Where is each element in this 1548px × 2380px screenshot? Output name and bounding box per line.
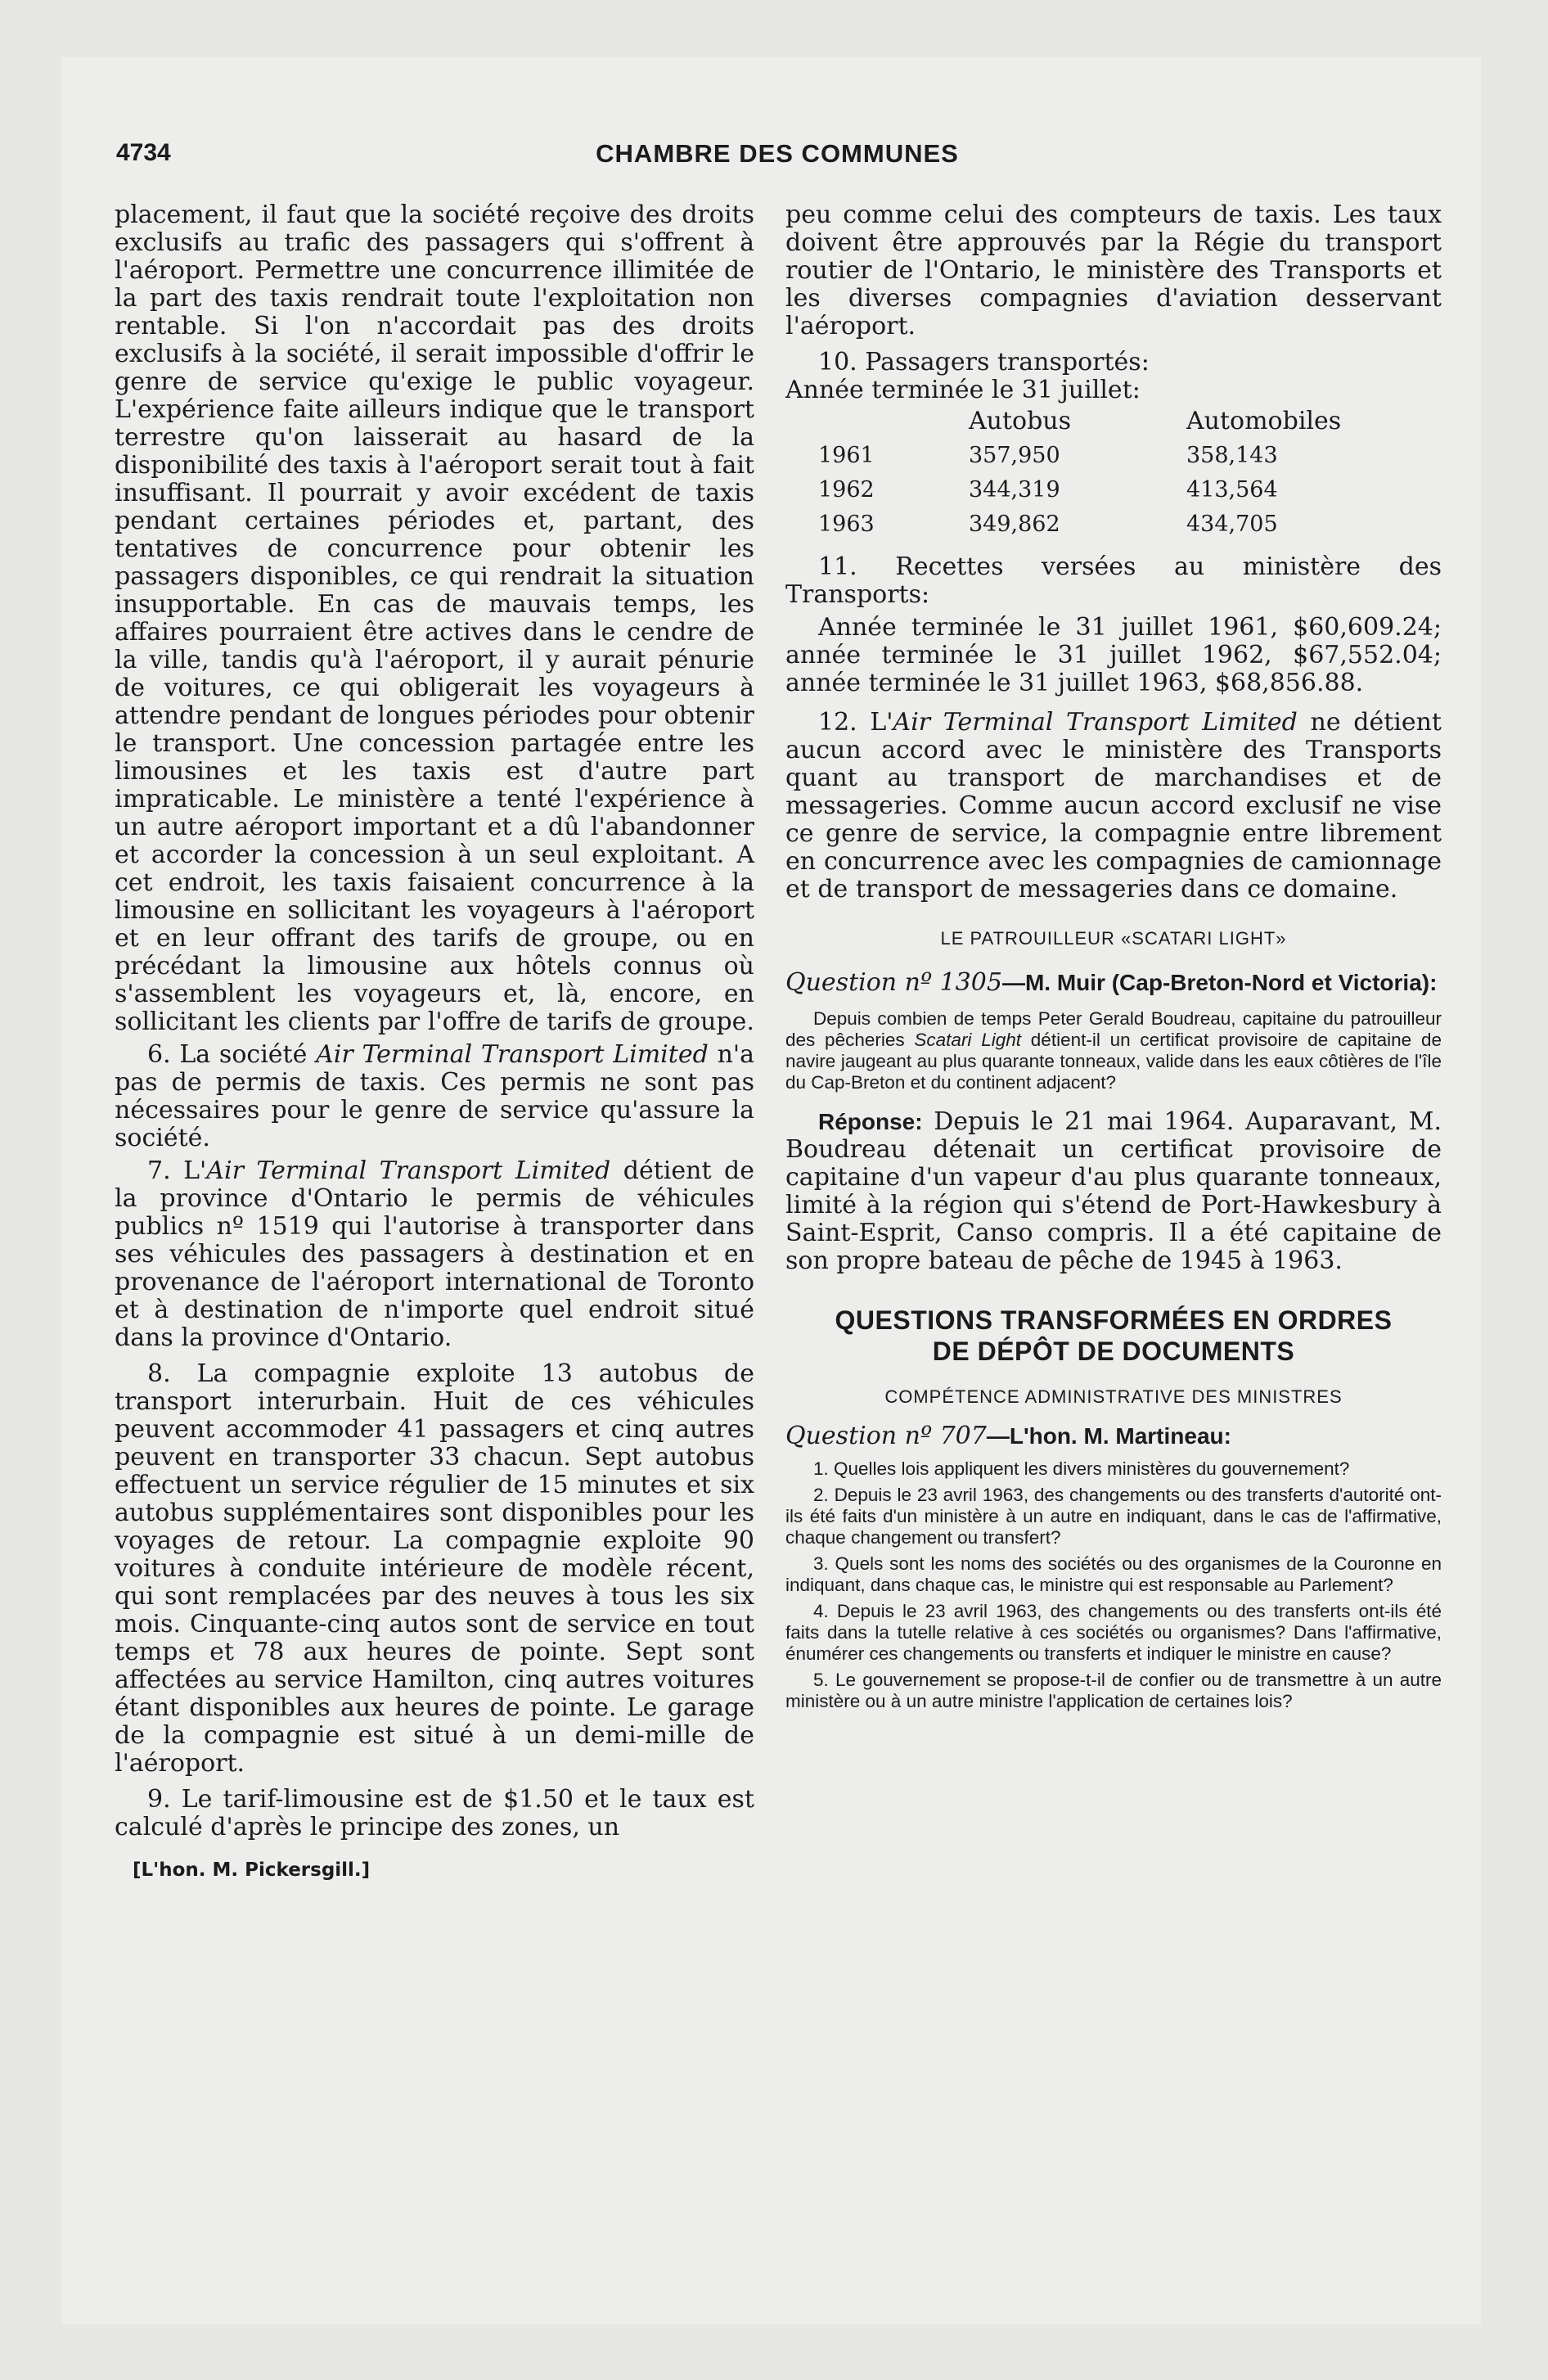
page-header [116,139,1438,175]
paragraph-9: 9. Le tarif-limousine est de $1.50 et le taux est calculé d'après le principe des zones, un [115,1785,754,1841]
paragraph-10-subtitle: Année terminée le 31 juillet: [785,376,1141,404]
vessel-name: Scatari Light [914,1030,1022,1050]
company-name: Air Terminal Transport Limited [316,1040,709,1069]
table-header-row [818,404,1383,439]
passengers-table [818,404,1383,542]
running-footer: [L'hon. M. Pickersgill.] [133,1859,371,1881]
page-title: CHAMBRE DES COMMUNES [596,139,959,168]
company-name: Air Terminal Transport Limited [893,708,1298,737]
section-title-competence: COMPÉTENCE ADMINISTRATIVE DES MINISTRES [884,1386,1343,1407]
question-label: Question nº 1305 [785,968,1002,997]
table-row: 1962 344,319 413,564 [818,477,1278,503]
page-number: 4734 [116,139,171,166]
question-item: 5. Le gouvernement se propose-t-il de confier ou de transmettre à un autre ministère ou à un autre ministre l'application de certaines lois? [785,1670,1442,1711]
company-name: Air Terminal Transport Limited [206,1156,611,1185]
paragraph-8: 8. La compagnie exploite 13 autobus de transport interurbain. Huit de ces véhicules peuvent accommoder 41 passagers et cinq autres peuvent en transporter 33 chacun. Sept autobus effectuent un service régulier de 15 minutes et six autobus supplémentaires sont disponibles pour les voyages de retour. La compagnie exploite 90 voitures à conduite intérieure de modèle récent, qui sont remplacées par des neuves à tous les six mois. Cinquante-cinq autos sont de service en tout temps et 78 aux heures de pointe. Sept sont affectées au service Hamilton, cinq autres voitures étant disponibles aux heures de pointe. Le garage de la compagnie est situé à un demi-mille de l'aéroport. [115,1359,754,1778]
paragraph-7: 7. L'Air Terminal Transport Limited détient de la province d'Ontario le permis de véhicules publics nº 1519 qui l'autorise à transporter dans ses véhicules des passagers à destination et en provenance de l'aéroport international de Toronto et à destination de n'importe quel endroit situé dans la province d'Ontario. [115,1156,754,1352]
question-author: —M. Muir (Cap-Breton-Nord et Victoria): [1001,970,1438,995]
paragraph-11-body: Année terminée le 31 juillet 1961, $60,609.24; année terminée le 31 juillet 1962, $67,552.04; année terminée le 31 juillet 1963, $68,856.88. [785,613,1442,697]
paragraph-6: 6. La société Air Terminal Transport Limited n'a pas de permis de taxis. Ces permis ne sont pas nécessaires pour le genre de service qu'assure la société. [115,1040,755,1152]
question-1305-text: Depuis combien de temps Peter Gerald Boudreau, capitaine du patrouilleur des pêcheries Scatari Light détient-il un certificat provisoire de capitaine de navire jaugeant au plus quarante tonneaux, valide dans les eaux côtières de l'île du Cap-Breton et du continent adjacent? [785,1008,1442,1093]
paragraph-11-title: 11. Recettes versées au ministère des Transports: [785,552,1442,609]
section-heading-questions: QUESTIONS TRANSFORMÉES EN ORDRES DE DÉPÔT DE DOCUMENTS [835,1305,1393,1366]
column-header-automobiles: Automobiles [1186,407,1342,435]
paragraph-continued: peu comme celui des compteurs de taxis. Les taux doivent être approuvés par la Régie du transport routier de l'Ontario, le ministère des Transports et les diverses compagnies d'aviation desservant l'aéroport. [785,201,1442,340]
answer-label: Réponse: [818,1109,923,1134]
question-item: 4. Depuis le 23 avril 1963, des changements ou des transferts ont-ils été faits dans la tutelle relative à ces sociétés ou organismes? Dans l'affirmative, énumérer ces changements ou transferts et indiquer le ministre en cause? [785,1601,1442,1664]
answer-1305: Réponse: Depuis le 21 mai 1964. Auparavant, M. Boudreau détenait un certificat provisoire de capitaine d'un vapeur d'au plus quarante tonneaux, limité à la région qui s'étend de Port-Hawkesbury à Saint-Esprit, Canso compris. Il a été capitaine de son propre bateau de pêche de 1945 à 1963. [785,1107,1442,1275]
question-1305 [785,969,1442,997]
paragraph-placement: placement, il faut que la société reçoive des droits exclusifs au trafic des passagers qui s'offrent à l'aéroport. Permettre une concurrence illimitée de la part des taxis rendrait toute l'exploitation non rentable. Si l'on n'accordait pas des droits exclusifs à la société, il serait impossible d'offrir le genre de service qu'exige le public voyageur. L'expérience faite ailleurs indique que le transport terrestre qu'on laisserait au hasard de la disponibilité des taxis à l'aéroport serait tout à fait insuffisant. Il pourrait y avoir excédent de taxis pendant certaines périodes et, partant, des tentatives de concurrence pour obtenir les passagers disponibles, ce qui rendrait la situation insupportable. En cas de mauvais temps, les affaires pourraient être actives dans le cendre de la ville, tandis qu'à l'aéroport, il y aurait pénurie de voitures, ce qui obligerait les voyageurs à attendre pendant de longues périodes pour obtenir le transport. Une concession partagée entre les limousines et les taxis est d'autre part impraticable. Le ministère a tenté l'expérience à un autre aéroport important et a dû l'abandonner et accorder la concession à un seul exploitant. A cet endroit, les taxis faisaient concurrence à la limousine en sollicitant les voyageurs à l'aéroport et en leur offrant des tarifs de groupe, ou en précédant la limousine aux hôtels connus où s'assemblent les voyageurs et, là, encore, en sollicitant les clients par l'offre de tarifs de groupe. [115,201,754,1036]
question-item: 1. Quelles lois appliquent les divers ministères du gouvernement? [813,1458,1350,1479]
table-row: 1963 349,862 434,705 [818,512,1278,537]
table-row: 1961 357,950 358,143 [818,443,1278,468]
section-title-scatari: LE PATROUILLEUR «SCATARI LIGHT» [940,928,1287,949]
question-item: 2. Depuis le 23 avril 1963, des changements ou des transferts d'autorité ont-ils été faits d'un ministère à un autre en indiquant, dans le cas de l'affirmative, chaque changement ou transfert? [785,1485,1442,1548]
question-label: Question nº 707 [785,1422,987,1450]
question-707 [785,1422,1442,1450]
paragraph-12: 12. L'Air Terminal Transport Limited ne détient aucun accord avec le ministère des Transports quant au transport de marchandises et de messageries. Comme aucun accord exclusif ne vise ce genre de service, la compagnie entre librement en concurrence avec les compagnies de camionnage et de transport de messageries dans ce domaine. [785,708,1442,904]
column-header-autobus: Autobus [969,407,1072,435]
right-column [785,201,1442,1712]
question-item: 3. Quels sont les noms des sociétés ou des organismes de la Couronne en indiquant, dans chaque cas, le ministre qui est responsable au Parlement? [785,1553,1442,1595]
left-column [115,201,754,1881]
question-author: —L'hon. M. Martineau: [986,1423,1231,1449]
paragraph-10-title: 10. Passagers transportés: [818,348,1150,376]
